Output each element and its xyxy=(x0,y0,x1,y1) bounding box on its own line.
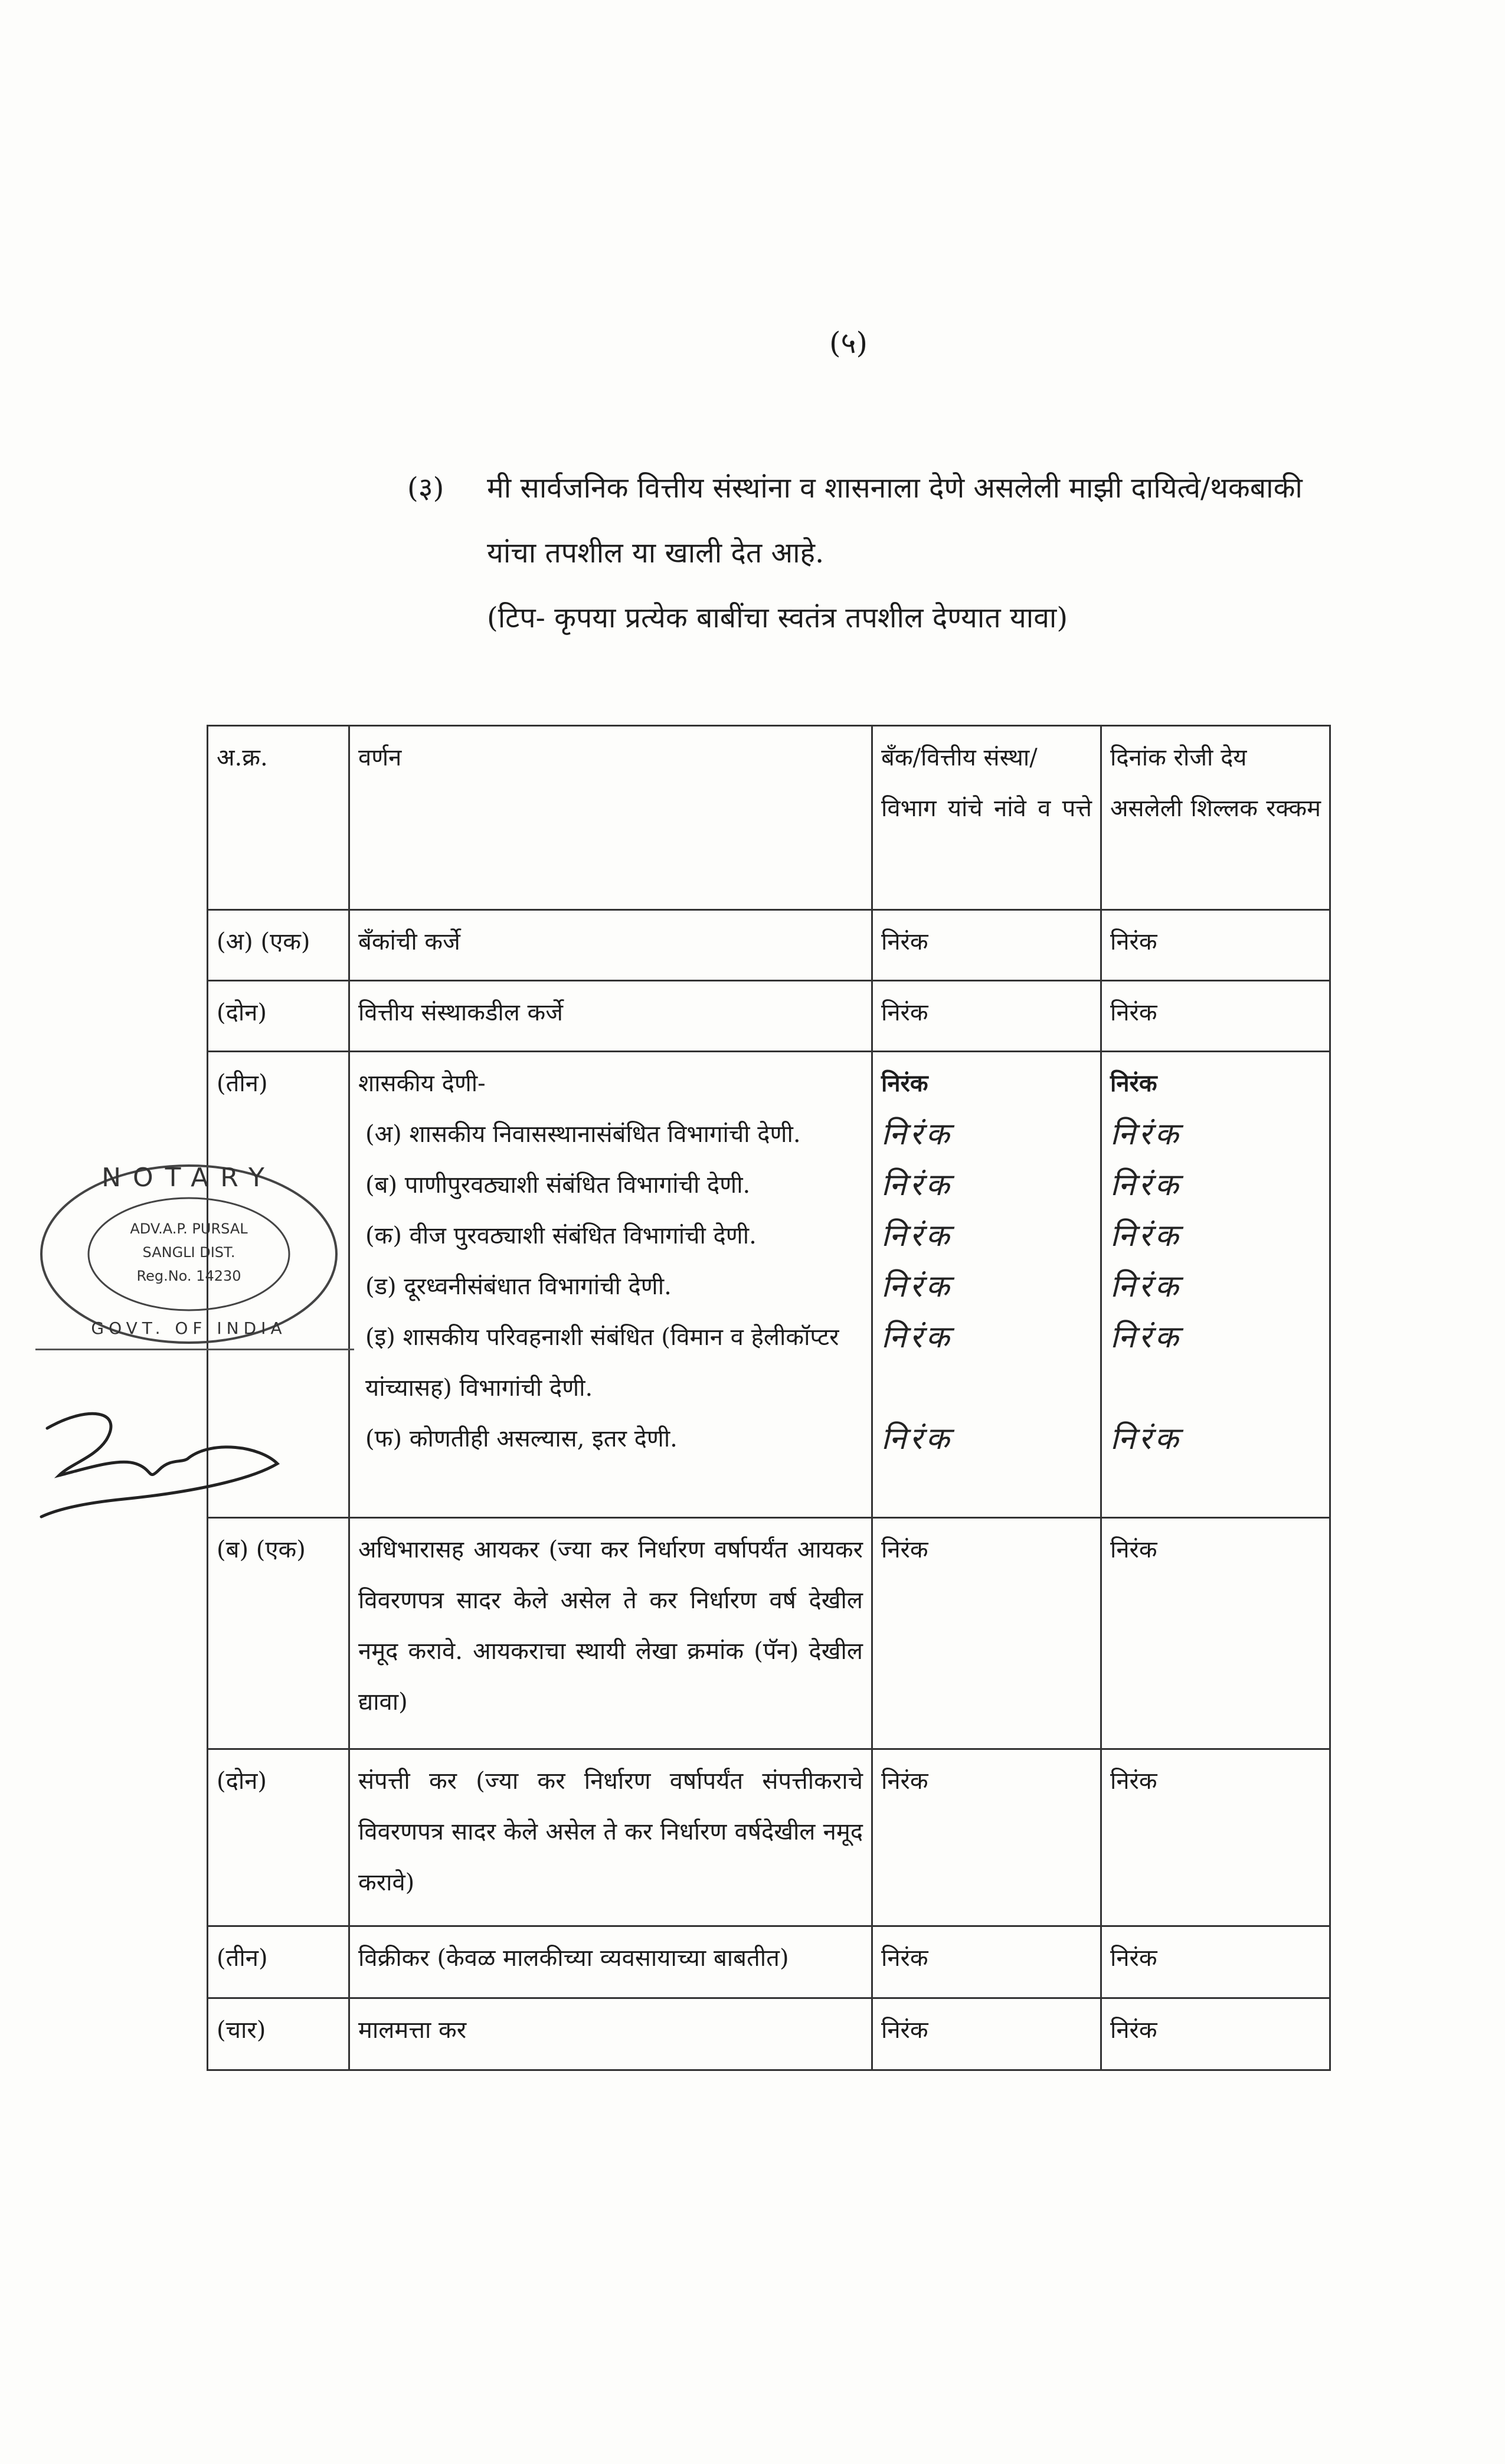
stamp-line: Reg.No. 14230 xyxy=(136,1268,241,1284)
stamp-line: ADV.A.P. PURSAL xyxy=(130,1220,248,1237)
handwritten-value: निरंक xyxy=(1110,1421,1182,1457)
row-description: संपत्ती कर (ज्या कर निर्धारण वर्षापर्यंत संपत्तीकराचे विवरणपत्र सादर केले असेल ते कर निर्धारण वर्षदेखील नमूद करावे) xyxy=(349,1749,872,1926)
handwritten-value: निरंक xyxy=(881,1117,953,1152)
handwritten-value: निरंक xyxy=(881,1167,953,1203)
sub-item: (अ) शासकीय निवासस्थानासंबंधित विभागांची देणी. xyxy=(365,1121,801,1148)
row-balance: निरंक xyxy=(1101,1998,1330,2070)
row-serial: (दोन) xyxy=(208,1749,349,1926)
table-row xyxy=(208,1998,1330,2070)
header-serial: अ.क्र. xyxy=(208,726,349,910)
row-balance: निरंक xyxy=(1101,910,1330,981)
row-description: बँकांची कर्जे xyxy=(349,910,872,981)
handwritten-value: निरंक xyxy=(1110,1218,1182,1254)
row-description: अधिभारासह आयकर (ज्या कर निर्धारण वर्षापर्यंत आयकर विवरणपत्र सादर केले असेल ते कर निर्धारण वर्ष देखील नमूद करावे. आयकराचा स्थायी लेखा क्रमांक (पॅन) देखील द्यावा) xyxy=(349,1518,872,1749)
sub-item: (ड) दूरध्वनीसंबंधात विभागांची देणी. xyxy=(365,1273,672,1300)
row-description: वित्तीय संस्थाकडील कर्जे xyxy=(349,981,872,1052)
sub-item: (क) वीज पुरवठ्याशी संबंधित विभागांची देणी. xyxy=(365,1222,757,1249)
row-balance: निरंक xyxy=(1101,1926,1330,1998)
page-number: (५) xyxy=(829,326,868,360)
row-balance xyxy=(1101,1052,1330,1518)
row-bank: निरंक xyxy=(872,1926,1101,1998)
row-bank: निरंक xyxy=(872,981,1101,1052)
row-bank: निरंक xyxy=(872,1749,1101,1926)
header-description: वर्णन xyxy=(349,726,872,910)
header-bank: बँक/वित्तीय संस्था/ विभाग यांचे नांवे व पत्ते xyxy=(872,726,1101,910)
handwritten-value: निरंक xyxy=(881,1269,953,1304)
row-serial: (तीन) xyxy=(208,1052,349,1518)
row-balance: निरंक xyxy=(1101,1749,1330,1926)
row-bank: निरंक xyxy=(872,1518,1101,1749)
table-row xyxy=(208,1926,1330,1998)
header-balance: दिनांक रोजी देय असलेली शिल्लक रक्कम xyxy=(1101,726,1330,910)
table-header-row xyxy=(208,726,1330,910)
row-serial: (चार) xyxy=(208,1998,349,2070)
notary-stamp xyxy=(35,1157,342,1352)
row-balance: निरंक xyxy=(1101,981,1330,1052)
row-description xyxy=(349,1052,872,1518)
row-serial: (ब) (एक) xyxy=(208,1518,349,1749)
handwritten-value: निरंक xyxy=(881,1320,953,1355)
liabilities-table xyxy=(207,725,1331,2071)
table-row xyxy=(208,910,1330,981)
clause-number: (३) xyxy=(407,472,444,505)
table-row xyxy=(208,1518,1330,1749)
table-row xyxy=(208,1749,1330,1926)
handwritten-value: निरंक xyxy=(1110,1167,1182,1203)
row-serial: (तीन) xyxy=(208,1926,349,1998)
row-bank: निरंक xyxy=(872,1998,1101,2070)
stamp-underline xyxy=(35,1349,354,1350)
row-description: विक्रीकर (केवळ मालकीच्या व्यवसायाच्या बाबतीत) xyxy=(349,1926,872,1998)
handwritten-value: निरंक xyxy=(881,1421,953,1457)
handwritten-value: निरंक xyxy=(1110,1117,1182,1152)
table-row-government-dues xyxy=(208,1052,1330,1518)
stamp-line: SANGLI DIST. xyxy=(142,1244,235,1261)
row-balance: निरंक xyxy=(1101,1518,1330,1749)
row-bank-value: निरंक xyxy=(881,1069,928,1097)
stamp-bottom: GOVT. OF INDIA xyxy=(91,1318,287,1338)
table-row xyxy=(208,981,1330,1052)
handwritten-value: निरंक xyxy=(1110,1320,1182,1355)
sub-item: (फ) कोणतीही असल्यास, इतर देणी. xyxy=(365,1425,678,1452)
row-bank xyxy=(872,1052,1101,1518)
sub-item: (इ) शासकीय परिवहनाशी संबंधित (विमान व हेलीकॉप्टर यांच्यासह) विभागांची देणी. xyxy=(365,1324,839,1402)
sub-item: (ब) पाणीपुरवठ्याशी संबंधित विभागांची देणी. xyxy=(365,1172,751,1199)
clause-note: (टिप- कृपया प्रत्येक बाबींचा स्वतंत्र तपशील देण्यात यावा) xyxy=(487,601,1068,634)
row-bank: निरंक xyxy=(872,910,1101,981)
handwritten-value: निरंक xyxy=(881,1218,953,1254)
clause-line-2: यांचा तपशील या खाली देत आहे. xyxy=(487,536,825,570)
row-balance-value: निरंक xyxy=(1110,1069,1157,1097)
row-description: मालमत्ता कर xyxy=(349,1998,872,2070)
signature xyxy=(35,1393,295,1523)
row-serial: (दोन) xyxy=(208,981,349,1052)
stamp-title: NOTARY xyxy=(102,1163,276,1193)
row-description-title: शासकीय देणी- xyxy=(358,1070,486,1097)
row-serial: (अ) (एक) xyxy=(208,910,349,981)
handwritten-value: निरंक xyxy=(1110,1269,1182,1304)
clause-line-1: मी सार्वजनिक वित्तीय संस्थांना व शासनाला देणे असलेली माझी दायित्वे/थकबाकी xyxy=(487,472,1303,505)
